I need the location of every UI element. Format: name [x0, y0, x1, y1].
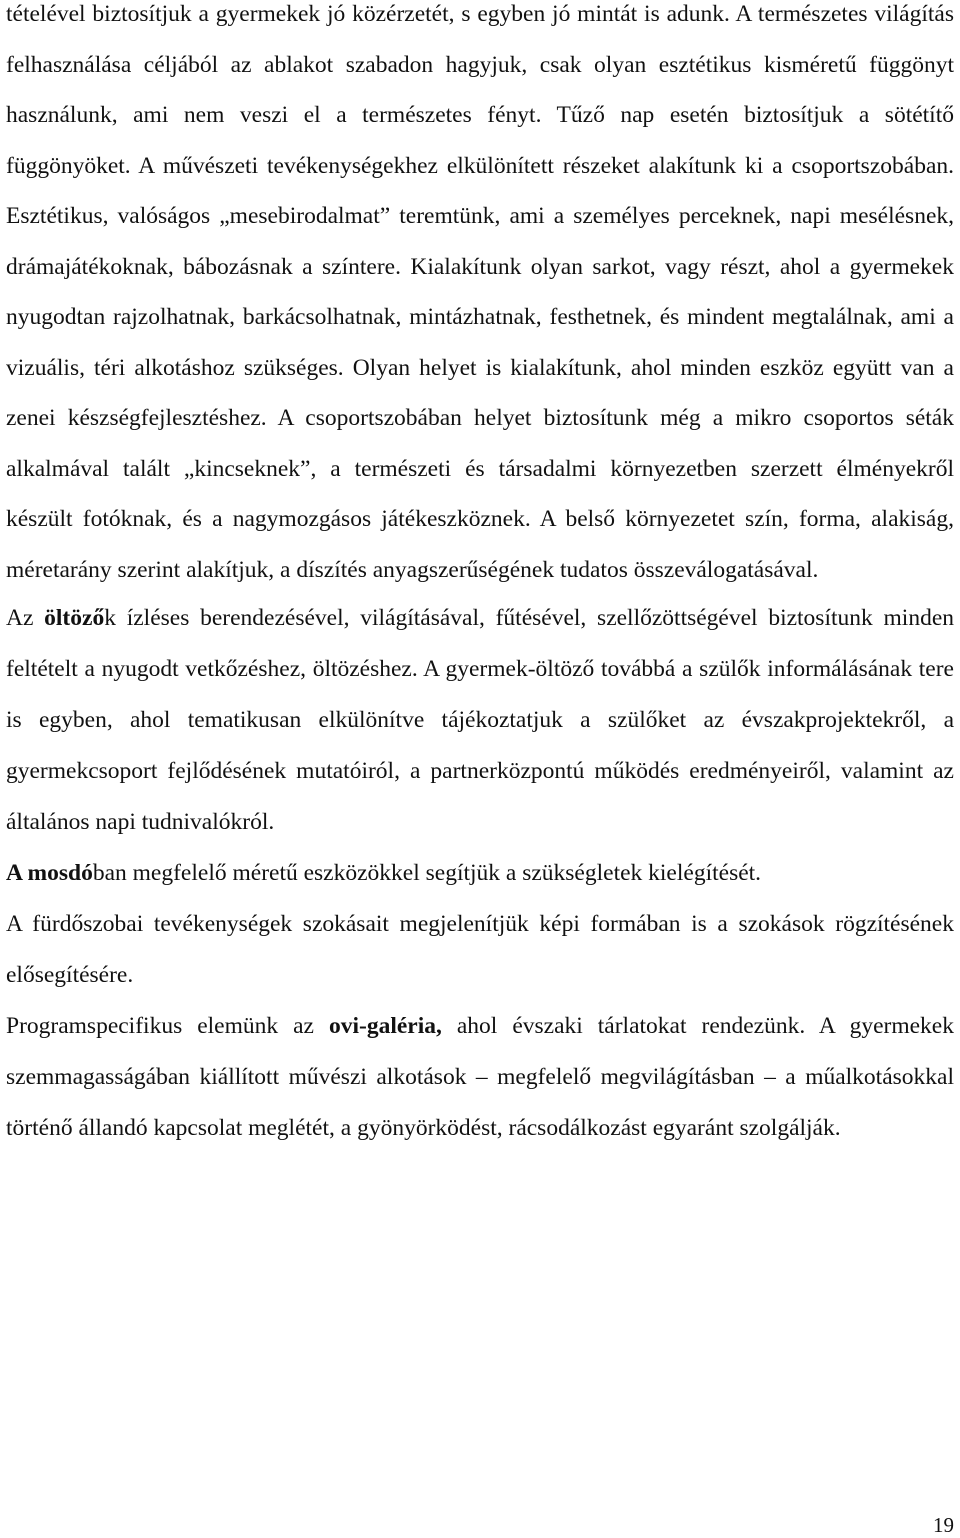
paragraph-ovi-galeria	[6, 1001, 954, 1154]
text-segment: ban megfelelő méretű eszközökkel segítjük a szükségletek kielégítését.	[92, 860, 762, 886]
text-segment: k ízléses berendezésével, világításával, fűtésével, szellőzöttségével biztosítunk minden feltételt a nyugodt vetkőzéshez, öltözéshez. A gyermek-öltöző továbbá a szülők informálásának tere is egyben, ahol tematikusan elkülönítve tájékoztatjuk a szülőket az évszakprojektekről, a gyermekcsoport fejlődésének mutatóiról, a partnerközpontú működés eredményeiről, valamint az általános napi tudnivalókról.	[6, 605, 954, 835]
text-segment: Az	[6, 605, 45, 631]
text-segment: Programspecifikus elemünk az	[6, 1013, 329, 1039]
page-number: 19	[933, 1513, 954, 1537]
bold-term-mosdo: A mosdó	[6, 860, 93, 886]
paragraph-csoportszoba	[6, 0, 954, 595]
text-segment: A fürdőszobai tevékenységek szokásait megjelenítjük képi formában is a szokások rögzítésének elősegítésére.	[6, 911, 954, 988]
text-segment: tételével biztosítjuk a gyermekek jó közérzetét, s egyben jó mintát is adunk. A természetes világítás felhasználása céljából az ablakot szabadon hagyjuk, csak olyan esztétikus kisméretű függönyt használunk, ami nem veszi el a természetes fényt. Tűző nap esetén biztosítjuk a sötétítő függönyöket. A művészeti tevékenységekhez elkülönített részeket alakítunk ki a csoportszobában. Esztétikus, valóságos „mesebirodalmat” teremtünk, ami a személyes perceknek, napi mesélésnek, drámajátékoknak, bábozásnak a színtere. Kialakítunk olyan sarkot, vagy részt, ahol a gyermekek nyugodtan rajzolhatnak, barkácsolhatnak, mintázhatnak, festhetnek, és mindent megtalálnak, ami a vizuális, téri alkotáshoz szükséges. Olyan helyet is kialakítunk, ahol minden eszköz együtt van a zenei készségfejlesztéshez. A csoportszobában helyet biztosítunk még a mikro csoportos séták alkalmával talált „kincseknek”, a természeti és társadalmi környezetben szerzett élményekről készült fotóknak, és a nagymozgásos játékeszköznek. A belső környezetet szín, forma, alakiság, méretarány szerint alakítjuk, a díszítés anyagszerűségének tudatos összeválogatásával.	[6, 1, 954, 583]
text-segment: ahol évszaki tárlatokat rendezünk. A gyermekek szemmagasságában kiállított művészi alkotások – megfelelő megvilágításban – a műalkotásokkal történő állandó kapcsolat meglétét, a gyönyörködést, rácsodálkozást egyaránt szolgálják.	[6, 1013, 954, 1141]
paragraph-oltozo	[6, 593, 954, 848]
bold-term-oltozo: öltöző	[44, 605, 105, 631]
bold-term-ovi-galeria: ovi-galéria,	[328, 1013, 442, 1039]
paragraph-mosdo	[6, 848, 954, 899]
paragraph-furdoszoba	[6, 899, 954, 1001]
document-page	[6, 0, 954, 1154]
